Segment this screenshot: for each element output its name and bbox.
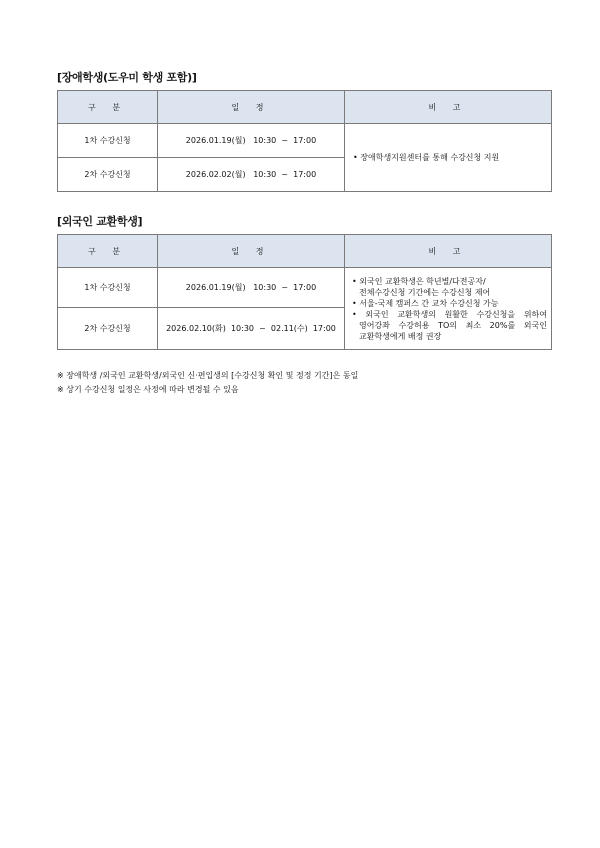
section2-title: [외국인 교환학생] (57, 215, 143, 228)
header-category: 구 분 (58, 235, 158, 268)
header-schedule: 일 정 (158, 91, 345, 124)
table-row (58, 268, 552, 308)
header-remark: 비 고 (345, 235, 552, 268)
note-line: ※ 장애학생 /외국인 교환학생/외국인 신·편입생의 [수강신청 확인 및 정정 기간]은 동일 (57, 371, 359, 380)
row-label: 1차 수강신청 (58, 124, 158, 158)
note-line: ※ 상기 수강신청 일정은 사정에 따라 변경될 수 있음 (57, 385, 239, 394)
row-schedule: 2026.01.19(월) 10:30 ~ 17:00 (158, 124, 345, 158)
remark-line: 교환학생에게 배정 권장 (359, 331, 442, 341)
section1-title: [장애학생(도우미 학생 포함)] (57, 71, 197, 84)
table-header-row (58, 235, 552, 268)
header-remark: 비 고 (345, 91, 552, 124)
header-schedule: 일 정 (158, 235, 345, 268)
table-row (58, 124, 552, 158)
remark-line: • 외국인 교환학생의 원활한 수강신청을 위하여 (352, 309, 547, 319)
remark-line: • 서울-국제 캠퍼스 간 교차 수강신청 가능 (352, 298, 499, 308)
row-label: 2차 수강신청 (58, 308, 158, 350)
exchange-student-schedule-table (57, 234, 552, 350)
row-remark: • 장애학생지원센터를 통해 수강신청 지원 (345, 124, 552, 192)
disabled-student-schedule-table (57, 90, 552, 192)
remark-line: • 외국인 교환학생은 학년별/다전공자/ (352, 276, 486, 286)
remark-line: 영어강좌 수강허용 TO의 최소 20%를 외국인 (359, 320, 547, 330)
row-label: 1차 수강신청 (58, 268, 158, 308)
row-remark (345, 268, 552, 350)
table-header-row (58, 91, 552, 124)
row-schedule: 2026.02.10(화) 10:30 ~ 02.11(수) 17:00 (158, 308, 345, 350)
header-category: 구 분 (58, 91, 158, 124)
row-label: 2차 수강신청 (58, 158, 158, 192)
remark-line: 전체수강신청 기간에는 수강신청 제어 (359, 287, 491, 297)
row-schedule: 2026.02.02(월) 10:30 ~ 17:00 (158, 158, 345, 192)
row-schedule: 2026.01.19(월) 10:30 ~ 17:00 (158, 268, 345, 308)
